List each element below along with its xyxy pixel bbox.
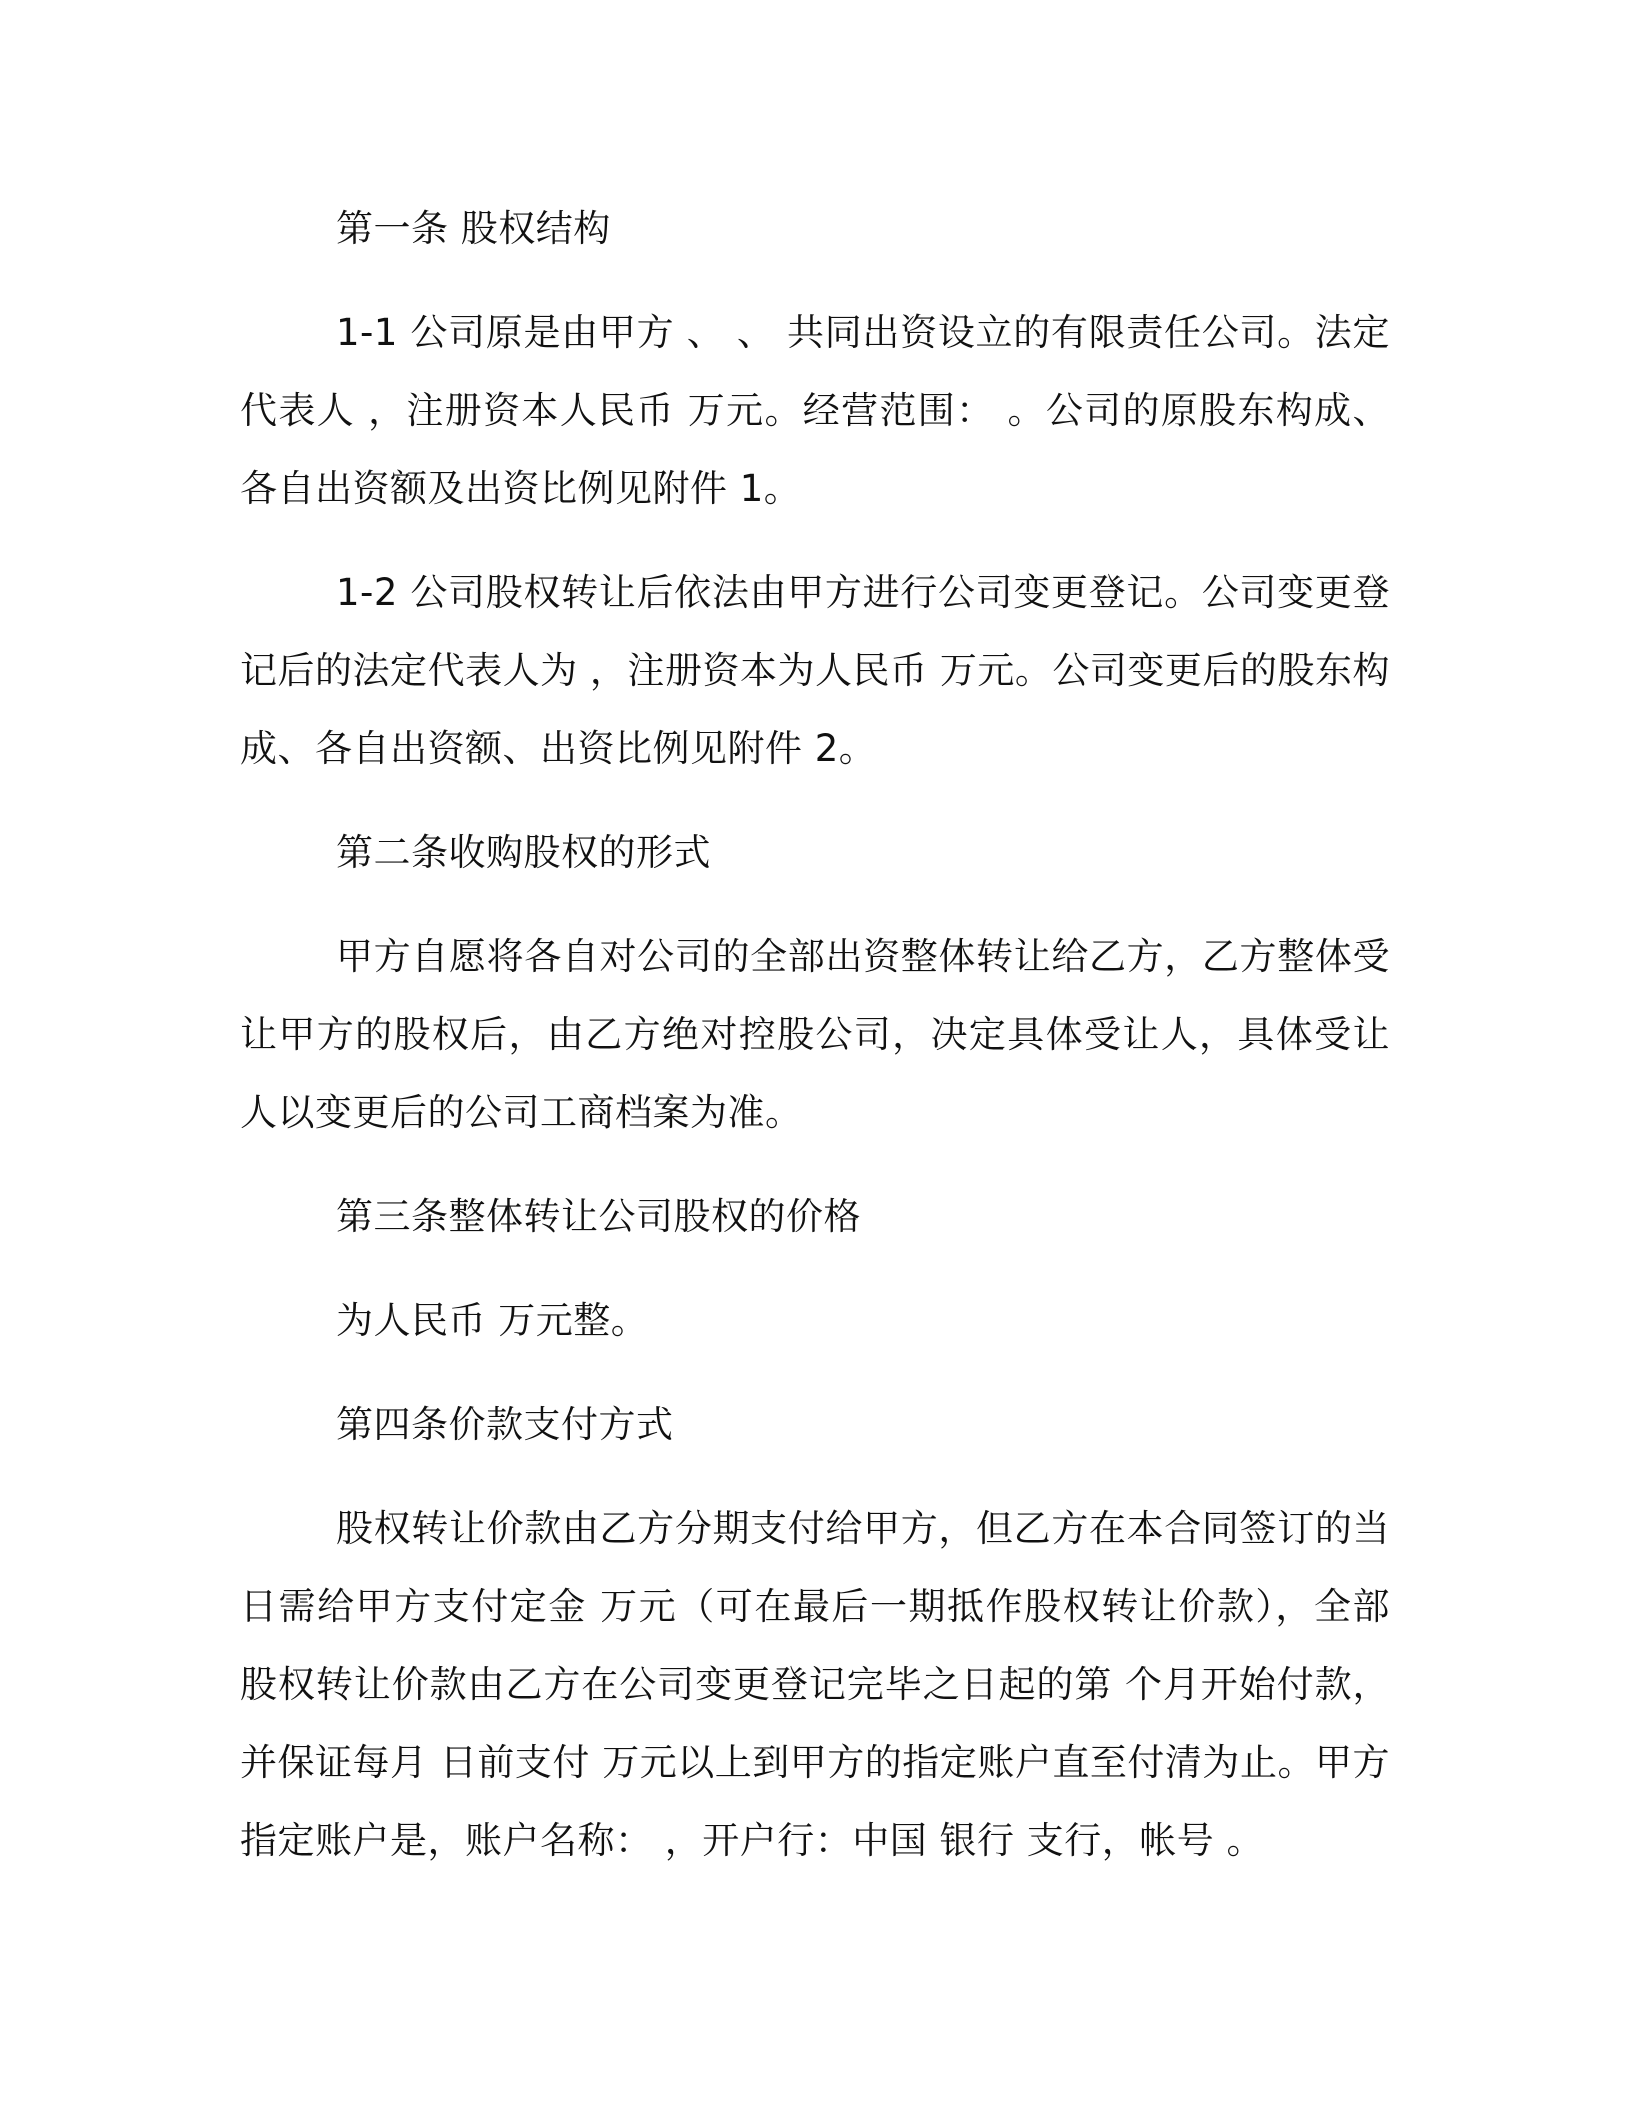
article-3-body: 为人民币 万元整。 <box>336 1299 649 1342</box>
article-1-clause-1-1: 1-1 公司原是由甲方 、 、 共同出资设立的有限责任公司。法定代表人 ，注册资本人民币 万元。经营范围： 。公司的原股东构成、各自出资额及出资比例见附件 1。 <box>240 311 1390 510</box>
document-page <box>240 190 1390 1906</box>
article-3-heading: 第三条整体转让公司股权的价格 <box>336 1195 861 1238</box>
article-4-body: 股权转让价款由乙方分期支付给甲方，但乙方在本合同签订的当日需给甲方支付定金 万元（可在最后一期抵作股权转让价款），全部股权转让价款由乙方在公司变更登记完毕之日起的第 个月开始付款，并保证每月 日前支付 万元以上到甲方的指定账户直至付清为止。甲方指定账户是，账户名称： ，开户行：中国 银行 支行，帐号 。 <box>240 1507 1390 1862</box>
article-4-heading: 第四条价款支付方式 <box>336 1403 674 1446</box>
article-1-clause-1-2: 1-2 公司股权转让后依法由甲方进行公司变更登记。公司变更登记后的法定代表人为 ，注册资本为人民币 万元。公司变更后的股东构成、各自出资额、出资比例见附件 2。 <box>240 571 1390 770</box>
article-2-body: 甲方自愿将各自对公司的全部出资整体转让给乙方，乙方整体受让甲方的股权后，由乙方绝对控股公司，决定具体受让人，具体受让人以变更后的公司工商档案为准。 <box>240 935 1390 1134</box>
article-1-heading: 第一条 股权结构 <box>336 207 611 250</box>
article-2-heading: 第二条收购股权的形式 <box>336 831 711 874</box>
